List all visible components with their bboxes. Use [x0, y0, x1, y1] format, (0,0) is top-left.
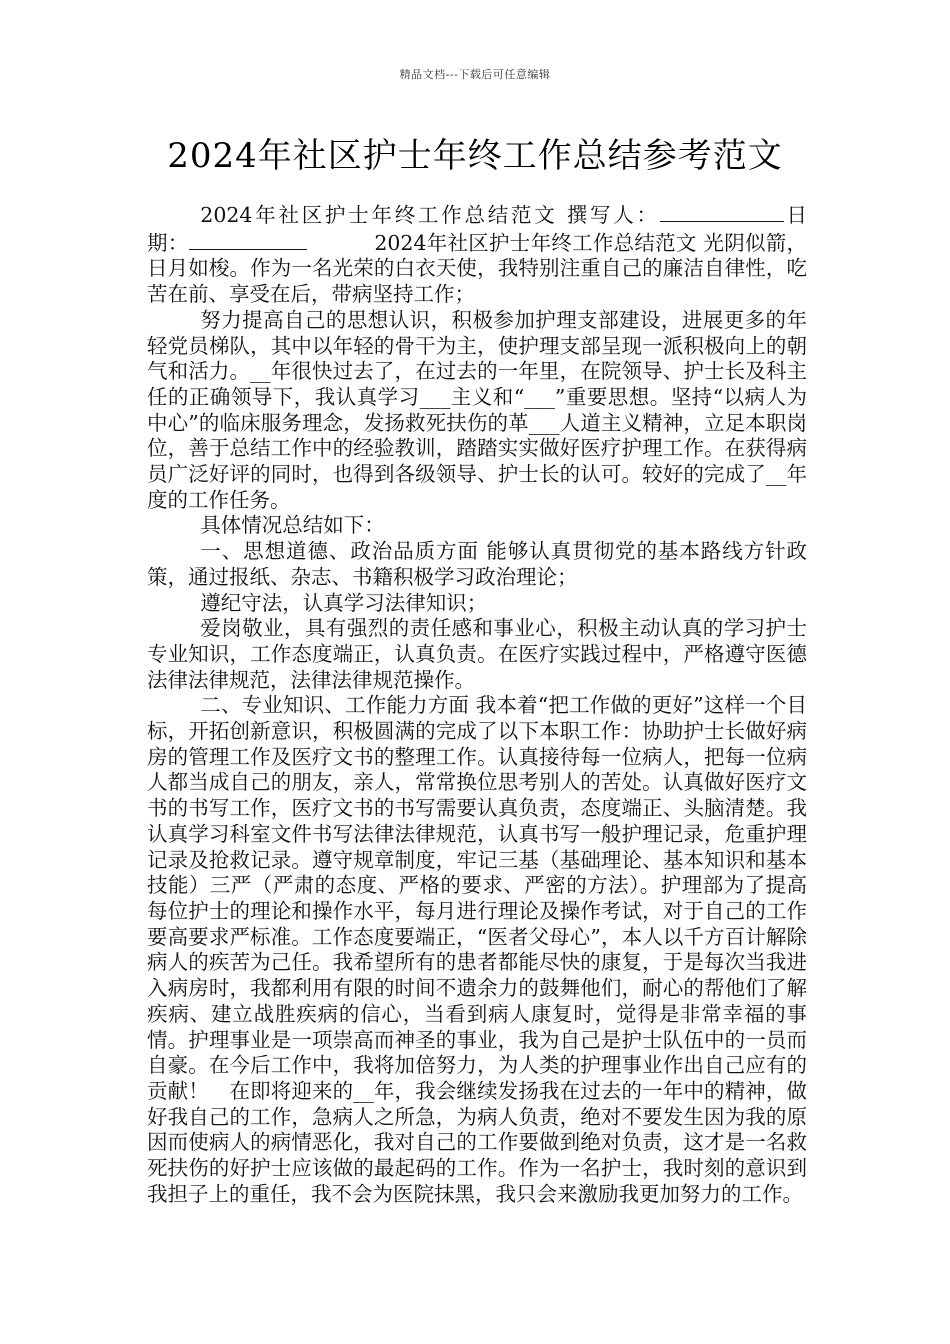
intro-paragraph [147, 201, 828, 308]
page-header: 精品文档---下载后可任意编辑 [399, 68, 551, 81]
intro-subtitle: 2024年社区护士年终工作总结范文 [200, 203, 558, 227]
date-blank [189, 229, 307, 250]
author-label: 撰写人： [566, 203, 660, 227]
section-heading-paragraph: 二、专业知识、工作能力方面 我本着“把工作做的更好”这样一个目标，开拓创新意识，积极圆满的完成了以下本职工作：协助护士长做好病房的管理工作及医疗文书的整理工作。认真接待每一位病人，把每一位病人都当成自己的朋友，亲人，常常换位思考别人的苦处。认真做好医疗文书的书写工作，医疗文书的书写需要认真负责，态度端正、头脑清楚。我认真学习科室文件书写法律法律规范，认真书写一般护理记录，危重护理记录及抢救记录。遵守规章制度，牢记三基（基础理论、基本知识和基本技能）三严（严肃的态度、严格的要求、严密的方法）。护理部为了提高每位护士的理论和操作水平，每月进行理论及操作考试，对于自己的工作要高要求严标准。工作态度要端正，“医者父母心”，本人以千方百计解除病人的疾苦为己任。我希望所有的患者都能尽快的康复，于是每次当我进入病房时，我都利用有限的时间不遗余力的鼓舞他们，耐心的帮他们了解疾病、建立战胜疾病的信心，当看到病人康复时，觉得是非常幸福的事情。护理事业是一项崇高而神圣的事业，我为自己是护士队伍中的一员而自豪。在今后工作中，我将加倍努力，为人类的护理事业作出自己应有的贡献！ 在即将迎来的__年，我会继续发扬我在过去的一年中的精神，做好我自己的工作，急病人之所急，为病人负责，绝对不要发生因为我的原因而使病人的病情恶化，我对自己的工作要做到绝对负责，这才是一名救死扶伤的好护士应该做的最起码的工作。作为一名护士，我时刻的意识到我担子上的重任，我不会为医院抹黑，我只会来激励我更加努力的工作。 [147, 693, 807, 1206]
document-body [147, 201, 828, 1207]
date-label: 日 期： [147, 203, 828, 255]
body-paragraph: 爱岗敬业，具有强烈的责任感和事业心，积极主动认真的学习护士专业知识，工作态度端正，认真负责。在医疗实践过程中，严格遵守医德法律法律规范，法律法律规范操作。 [147, 616, 807, 692]
opening-text: 2024年社区护士年终工作总结范文 光阴似箭，日月如梭。作为一名光荣的白衣天使，我特别注重自己的廉洁自律性，吃苦在前、享受在后，带病坚持工作； [147, 230, 808, 307]
document-title: 2024年社区护士年终工作总结参考范文 [167, 136, 783, 176]
author-blank [660, 201, 784, 222]
body-paragraph: 努力提高自己的思想认识，积极参加护理支部建设，进展更多的年轻党员梯队，其中以年轻的骨干为主，使护理支部呈现一派积极向上的朝气和活力。__年很快过去了，在过去的一年里，在院领导、护士长及科主任的正确领导下，我认真学习___主义和“___”重要思想。坚持“以病人为中心”的临床服务理念，发扬救死扶伤的革___人道主义精神，立足本职岗位，善于总结工作中的经验教训，踏踏实实做好医疗护理工作。在获得病员广泛好评的同时，也得到各级领导、护士长的认可。较好的完成了__年度的工作任务。 [147, 307, 807, 512]
section-heading-paragraph: 一、思想道德、政治品质方面 能够认真贯彻党的基本路线方针政策，通过报纸、杂志、书籍积极学习政治理论； [147, 539, 807, 589]
body-paragraph: 具体情况总结如下： [200, 513, 385, 538]
body-paragraph: 遵纪守法，认真学习法律知识； [200, 590, 488, 615]
